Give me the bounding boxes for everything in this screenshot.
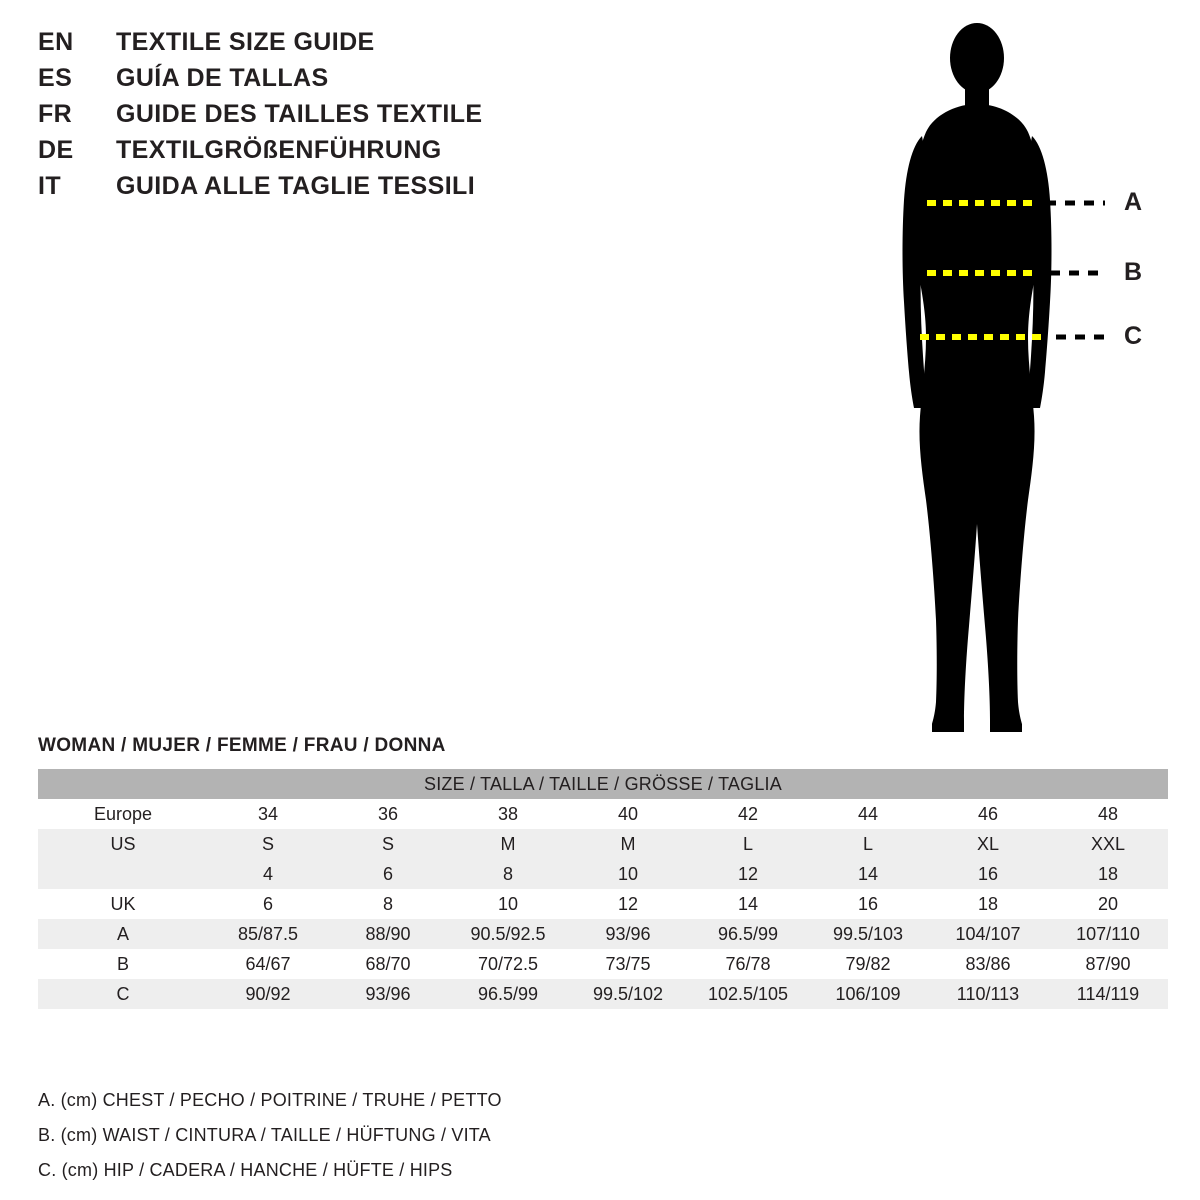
title-text: GUÍA DE TALLAS [116, 64, 329, 92]
cell: 99.5/102 [568, 979, 688, 1009]
cell: 90/92 [208, 979, 328, 1009]
cell: S [328, 829, 448, 859]
cell: 8 [448, 859, 568, 889]
table-row [38, 919, 1168, 949]
title-row [38, 172, 678, 204]
cell: 88/90 [328, 919, 448, 949]
cell: 107/110 [1048, 919, 1168, 949]
cell: 110/113 [928, 979, 1048, 1009]
cell: 73/75 [568, 949, 688, 979]
cell: 12 [688, 859, 808, 889]
cell: 96.5/99 [688, 919, 808, 949]
cell: 42 [688, 799, 808, 829]
marker-label-a: A [1124, 188, 1143, 216]
cell: 14 [688, 889, 808, 919]
cell: 106/109 [808, 979, 928, 1009]
title-lang-code: ES [38, 64, 73, 92]
size-table-section [38, 735, 1168, 1009]
cell: 18 [928, 889, 1048, 919]
cell: 20 [1048, 889, 1168, 919]
cell: M [568, 829, 688, 859]
cell: 85/87.5 [208, 919, 328, 949]
group-label: WOMAN / MUJER / FEMME / FRAU / DONNA [38, 735, 446, 756]
cell: 34 [208, 799, 328, 829]
body-measurement-figure [860, 20, 1190, 750]
cell: 40 [568, 799, 688, 829]
title-block [38, 28, 678, 208]
title-lang-code: IT [38, 172, 62, 200]
cell: 4 [208, 859, 328, 889]
row-label: US [38, 829, 208, 859]
title-lang-code: DE [38, 136, 74, 164]
cell: 46 [928, 799, 1048, 829]
table-header-row [38, 769, 1168, 799]
marker-label-c: C [1124, 322, 1143, 350]
title-lang-code: FR [38, 100, 73, 128]
title-row [38, 100, 678, 132]
table-row [38, 799, 1168, 829]
cell: 70/72.5 [448, 949, 568, 979]
cell: 8 [328, 889, 448, 919]
cell: 93/96 [328, 979, 448, 1009]
cell: 87/90 [1048, 949, 1168, 979]
cell: 90.5/92.5 [448, 919, 568, 949]
cell: 114/119 [1048, 979, 1168, 1009]
cell: 96.5/99 [448, 979, 568, 1009]
cell: M [448, 829, 568, 859]
title-row [38, 28, 678, 60]
cell: 14 [808, 859, 928, 889]
measurement-legend [38, 1090, 838, 1195]
table-row [38, 889, 1168, 919]
table-header-label: SIZE / TALLA / TAILLE / GRÖSSE / TAGLIA [424, 773, 782, 794]
cell: S [208, 829, 328, 859]
title-row [38, 136, 678, 168]
table-row [38, 949, 1168, 979]
cell: 10 [568, 859, 688, 889]
row-label [38, 859, 208, 889]
cell: 38 [448, 799, 568, 829]
title-lang-code: EN [38, 28, 74, 56]
female-silhouette-icon [903, 23, 1052, 732]
cell: 99.5/103 [808, 919, 928, 949]
cell: 48 [1048, 799, 1168, 829]
row-label: A [38, 919, 208, 949]
cell: 6 [208, 889, 328, 919]
cell: 79/82 [808, 949, 928, 979]
cell: 18 [1048, 859, 1168, 889]
cell: 76/78 [688, 949, 808, 979]
title-row [38, 64, 678, 96]
table-row [38, 829, 1168, 859]
cell: XXL [1048, 829, 1168, 859]
cell: 6 [328, 859, 448, 889]
row-label: UK [38, 889, 208, 919]
cell: 36 [328, 799, 448, 829]
row-label: B [38, 949, 208, 979]
cell: 16 [928, 859, 1048, 889]
cell: 16 [808, 889, 928, 919]
cell: L [688, 829, 808, 859]
size-table [38, 769, 1168, 1009]
cell: XL [928, 829, 1048, 859]
cell: 104/107 [928, 919, 1048, 949]
table-row [38, 979, 1168, 1009]
title-text: GUIDE DES TAILLES TEXTILE [116, 100, 483, 128]
title-text: GUIDA ALLE TAGLIE TESSILI [116, 172, 476, 200]
cell: 10 [448, 889, 568, 919]
marker-label-b: B [1124, 258, 1143, 286]
title-text: TEXTILGRÖßENFÜHRUNG [116, 136, 442, 164]
legend-item-chest: A. (cm) CHEST / PECHO / POITRINE / TRUHE / PETTO [38, 1090, 502, 1110]
table-row [38, 859, 1168, 889]
legend-item-waist: B. (cm) WAIST / CINTURA / TAILLE / HÜFTUNG / VITA [38, 1125, 491, 1145]
cell: L [808, 829, 928, 859]
title-text: TEXTILE SIZE GUIDE [116, 28, 375, 56]
cell: 93/96 [568, 919, 688, 949]
cell: 68/70 [328, 949, 448, 979]
cell: 64/67 [208, 949, 328, 979]
legend-item-hip: C. (cm) HIP / CADERA / HANCHE / HÜFTE / HIPS [38, 1160, 453, 1180]
row-label: C [38, 979, 208, 1009]
cell: 102.5/105 [688, 979, 808, 1009]
cell: 83/86 [928, 949, 1048, 979]
cell: 12 [568, 889, 688, 919]
cell: 44 [808, 799, 928, 829]
row-label: Europe [38, 799, 208, 829]
